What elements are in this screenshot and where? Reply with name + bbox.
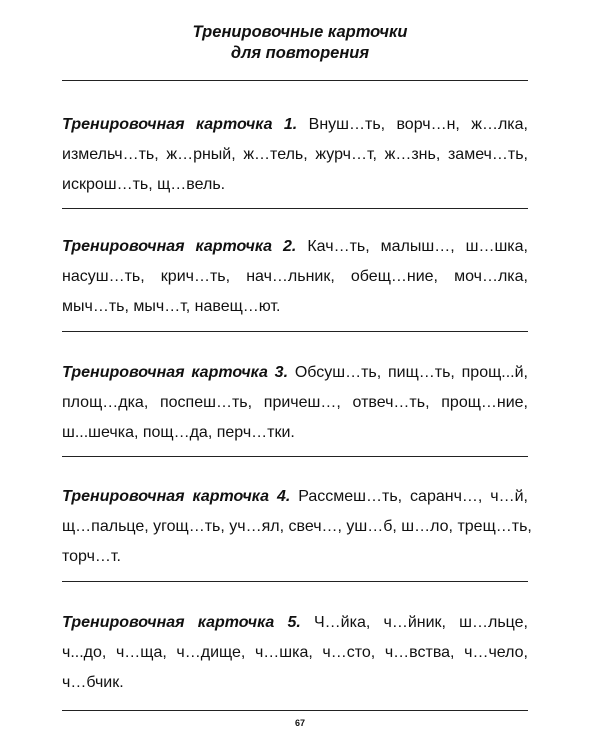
card-text: щ…пальце, угощ…ть, уч…ял, свеч…, уш…б, ш…ло, трещ…ть, [62, 518, 532, 535]
card-2 [62, 232, 528, 322]
divider [62, 581, 528, 582]
card-text: измельч…ть, ж…рный, ж…тель, журч…т, ж…знь, замеч…ть, [62, 146, 528, 163]
card-3 [62, 358, 528, 448]
card-text: ч…бчик. [62, 674, 124, 691]
title-line-2: для повторения [230, 44, 370, 62]
card-label: Тренировочная карточка 4. [62, 488, 291, 505]
card-text: Обсуш…ть, пищ…ть, прощ...й, [294, 364, 528, 381]
card-text: торч…т. [62, 548, 121, 565]
divider [62, 331, 528, 332]
divider [62, 208, 528, 209]
card-text: Внуш…ть, ворч…н, ж…лка, [308, 116, 529, 133]
card-4 [62, 482, 532, 572]
card-text: ш...шечка, пощ…да, перч…тки. [62, 424, 295, 441]
card-label: Тренировочная карточка 1. [62, 116, 298, 133]
card-text: ч...до, ч…ща, ч…дище, ч…шка, ч…сто, ч…вства, ч…чело, [62, 644, 528, 661]
card-label: Тренировочная карточка 2. [62, 238, 297, 255]
card-1 [62, 110, 528, 200]
card-text: Рассмеш…ть, саранч…, ч…й, [298, 488, 529, 505]
card-text: насуш…ть, крич…ть, нач…льник, обещ…ние, моч…лка, [62, 268, 528, 285]
card-5 [62, 608, 528, 698]
title-line-1: Тренировочные карточки [192, 23, 408, 41]
divider [62, 456, 528, 457]
card-label: Тренировочная карточка 3. [62, 364, 289, 381]
card-text: Ч…йка, ч…йник, ш…льце, [314, 614, 528, 631]
page-number: 67 [294, 718, 305, 728]
divider [62, 80, 528, 81]
card-text: площ…дка, поспеш…ть, причеш…, отвеч…ть, прощ…ние, [62, 394, 528, 411]
page-title [0, 22, 600, 64]
card-text: искрош…ть, щ…вель. [62, 176, 226, 193]
card-text: Кач…ть, малыш…, ш…шка, [307, 238, 528, 255]
card-label: Тренировочная карточка 5. [62, 614, 301, 631]
divider [62, 710, 528, 711]
card-text: мыч…ть, мыч…т, навещ…ют. [62, 298, 281, 315]
